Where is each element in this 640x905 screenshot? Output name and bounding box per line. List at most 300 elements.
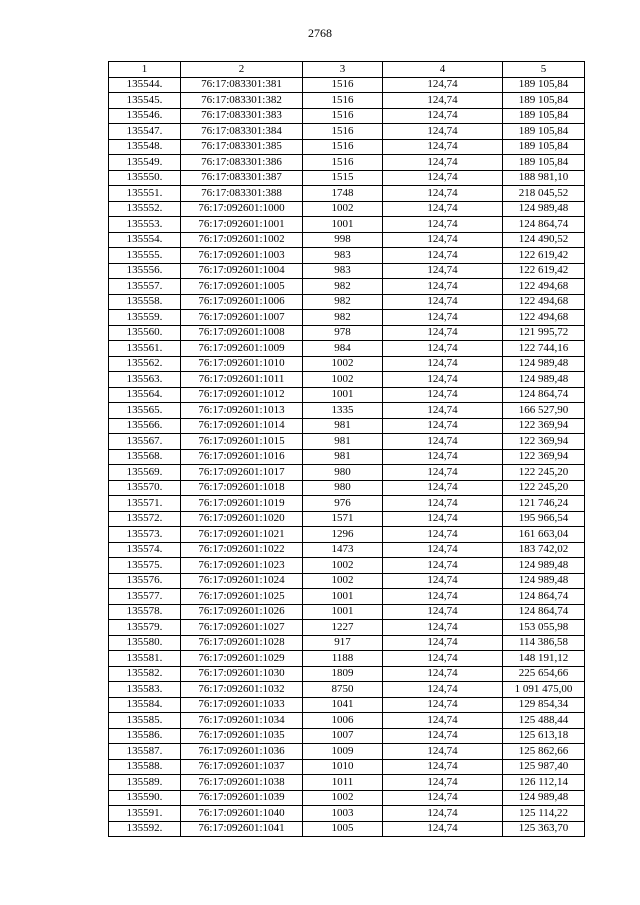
rate-cell: 124,74 (383, 682, 503, 698)
cadastral-number-cell: 76:17:092601:1021 (181, 527, 303, 543)
table-row (109, 496, 585, 512)
rate-cell: 124,74 (383, 248, 503, 264)
value-cell: 125 363,70 (503, 821, 585, 837)
value-cell: 122 369,94 (503, 434, 585, 450)
table-row (109, 217, 585, 233)
rate-cell: 124,74 (383, 651, 503, 667)
area-cell: 980 (303, 465, 383, 481)
area-cell: 981 (303, 449, 383, 465)
area-cell: 982 (303, 310, 383, 326)
area-cell: 1516 (303, 93, 383, 109)
rate-cell: 124,74 (383, 713, 503, 729)
rate-cell: 124,74 (383, 465, 503, 481)
row-number-cell: 135545. (109, 93, 181, 109)
value-cell: 125 114,22 (503, 806, 585, 822)
value-cell: 125 987,40 (503, 759, 585, 775)
value-cell: 166 527,90 (503, 403, 585, 419)
area-cell: 982 (303, 279, 383, 295)
value-cell: 1 091 475,00 (503, 682, 585, 698)
rate-cell: 124,74 (383, 744, 503, 760)
value-cell: 114 386,58 (503, 635, 585, 651)
cadastral-number-cell: 76:17:092601:1030 (181, 666, 303, 682)
row-number-cell: 135562. (109, 356, 181, 372)
row-number-cell: 135556. (109, 263, 181, 279)
table-row (109, 325, 585, 341)
row-number-cell: 135573. (109, 527, 181, 543)
rate-cell: 124,74 (383, 635, 503, 651)
cadastral-number-cell: 76:17:083301:386 (181, 155, 303, 171)
cadastral-number-cell: 76:17:092601:1011 (181, 372, 303, 388)
cadastral-number-cell: 76:17:092601:1002 (181, 232, 303, 248)
cadastral-number-cell: 76:17:092601:1000 (181, 201, 303, 217)
value-cell: 122 245,20 (503, 465, 585, 481)
table-row (109, 527, 585, 543)
table-row (109, 294, 585, 310)
value-cell: 125 613,18 (503, 728, 585, 744)
area-cell: 1003 (303, 806, 383, 822)
area-cell: 1516 (303, 124, 383, 140)
cadastral-number-cell: 76:17:092601:1024 (181, 573, 303, 589)
rate-cell: 124,74 (383, 759, 503, 775)
value-cell: 189 105,84 (503, 124, 585, 140)
rate-cell: 124,74 (383, 589, 503, 605)
header-row (109, 62, 585, 78)
area-cell: 1002 (303, 356, 383, 372)
table-row (109, 263, 585, 279)
rate-cell: 124,74 (383, 170, 503, 186)
area-cell: 8750 (303, 682, 383, 698)
row-number-cell: 135559. (109, 310, 181, 326)
area-cell: 998 (303, 232, 383, 248)
area-cell: 983 (303, 248, 383, 264)
table-header (109, 62, 585, 78)
value-cell: 122 494,68 (503, 279, 585, 295)
area-cell: 1001 (303, 387, 383, 403)
rate-cell: 124,74 (383, 527, 503, 543)
table-row (109, 93, 585, 109)
area-cell: 1011 (303, 775, 383, 791)
rate-cell: 124,74 (383, 496, 503, 512)
row-number-cell: 135552. (109, 201, 181, 217)
cadastral-number-cell: 76:17:083301:387 (181, 170, 303, 186)
table-row (109, 728, 585, 744)
area-cell: 1188 (303, 651, 383, 667)
area-cell: 984 (303, 341, 383, 357)
area-cell: 1809 (303, 666, 383, 682)
rate-cell: 124,74 (383, 372, 503, 388)
rate-cell: 124,74 (383, 294, 503, 310)
row-number-cell: 135551. (109, 186, 181, 202)
table-row (109, 651, 585, 667)
row-number-cell: 135555. (109, 248, 181, 264)
table-row (109, 558, 585, 574)
table-row (109, 682, 585, 698)
rate-cell: 124,74 (383, 139, 503, 155)
table-row (109, 387, 585, 403)
rate-cell: 124,74 (383, 155, 503, 171)
area-cell: 976 (303, 496, 383, 512)
cadastral-number-cell: 76:17:092601:1010 (181, 356, 303, 372)
rate-cell: 124,74 (383, 806, 503, 822)
row-number-cell: 135546. (109, 108, 181, 124)
cadastral-number-cell: 76:17:092601:1037 (181, 759, 303, 775)
rate-cell: 124,74 (383, 511, 503, 527)
area-cell: 981 (303, 418, 383, 434)
value-cell: 189 105,84 (503, 139, 585, 155)
row-number-cell: 135572. (109, 511, 181, 527)
rate-cell: 124,74 (383, 201, 503, 217)
rate-cell: 124,74 (383, 387, 503, 403)
value-cell: 125 488,44 (503, 713, 585, 729)
row-number-cell: 135580. (109, 635, 181, 651)
cadastral-number-cell: 76:17:083301:383 (181, 108, 303, 124)
table-row (109, 790, 585, 806)
row-number-cell: 135568. (109, 449, 181, 465)
area-cell: 1002 (303, 372, 383, 388)
rate-cell: 124,74 (383, 279, 503, 295)
rate-cell: 124,74 (383, 325, 503, 341)
area-cell: 1002 (303, 558, 383, 574)
table-row (109, 155, 585, 171)
table-row (109, 418, 585, 434)
cadastral-number-cell: 76:17:092601:1019 (181, 496, 303, 512)
row-number-cell: 135554. (109, 232, 181, 248)
row-number-cell: 135563. (109, 372, 181, 388)
data-table (108, 61, 585, 837)
row-number-cell: 135557. (109, 279, 181, 295)
cadastral-number-cell: 76:17:092601:1006 (181, 294, 303, 310)
rate-cell: 124,74 (383, 93, 503, 109)
row-number-cell: 135589. (109, 775, 181, 791)
table-row (109, 372, 585, 388)
area-cell: 1335 (303, 403, 383, 419)
table-row (109, 604, 585, 620)
cadastral-number-cell: 76:17:092601:1026 (181, 604, 303, 620)
cadastral-number-cell: 76:17:092601:1022 (181, 542, 303, 558)
rate-cell: 124,74 (383, 449, 503, 465)
row-number-cell: 135567. (109, 434, 181, 450)
row-number-cell: 135571. (109, 496, 181, 512)
area-cell: 983 (303, 263, 383, 279)
cadastral-number-cell: 76:17:083301:385 (181, 139, 303, 155)
area-cell: 1002 (303, 790, 383, 806)
area-cell: 1515 (303, 170, 383, 186)
table-row (109, 449, 585, 465)
row-number-cell: 135582. (109, 666, 181, 682)
cadastral-number-cell: 76:17:092601:1041 (181, 821, 303, 837)
cadastral-number-cell: 76:17:092601:1020 (181, 511, 303, 527)
row-number-cell: 135581. (109, 651, 181, 667)
value-cell: 124 989,48 (503, 790, 585, 806)
rate-cell: 124,74 (383, 775, 503, 791)
area-cell: 1748 (303, 186, 383, 202)
table-body (109, 77, 585, 837)
row-number-cell: 135583. (109, 682, 181, 698)
rate-cell: 124,74 (383, 666, 503, 682)
row-number-cell: 135564. (109, 387, 181, 403)
row-number-cell: 135591. (109, 806, 181, 822)
value-cell: 189 105,84 (503, 108, 585, 124)
area-cell: 1473 (303, 542, 383, 558)
cadastral-number-cell: 76:17:092601:1032 (181, 682, 303, 698)
value-cell: 121 995,72 (503, 325, 585, 341)
area-cell: 1002 (303, 201, 383, 217)
table-row (109, 201, 585, 217)
row-number-cell: 135577. (109, 589, 181, 605)
row-number-cell: 135578. (109, 604, 181, 620)
area-cell: 1516 (303, 139, 383, 155)
table-row (109, 821, 585, 837)
cadastral-number-cell: 76:17:092601:1029 (181, 651, 303, 667)
row-number-cell: 135565. (109, 403, 181, 419)
area-cell: 978 (303, 325, 383, 341)
row-number-cell: 135585. (109, 713, 181, 729)
area-cell: 1571 (303, 511, 383, 527)
cadastral-number-cell: 76:17:092601:1040 (181, 806, 303, 822)
table-row (109, 744, 585, 760)
row-number-cell: 135588. (109, 759, 181, 775)
rate-cell: 124,74 (383, 108, 503, 124)
table-row (109, 77, 585, 93)
row-number-cell: 135548. (109, 139, 181, 155)
cadastral-number-cell: 76:17:092601:1034 (181, 713, 303, 729)
cadastral-number-cell: 76:17:092601:1012 (181, 387, 303, 403)
row-number-cell: 135575. (109, 558, 181, 574)
table-row (109, 310, 585, 326)
value-cell: 161 663,04 (503, 527, 585, 543)
cadastral-number-cell: 76:17:092601:1003 (181, 248, 303, 264)
cadastral-number-cell: 76:17:092601:1025 (181, 589, 303, 605)
value-cell: 129 854,34 (503, 697, 585, 713)
value-cell: 122 619,42 (503, 248, 585, 264)
cadastral-number-cell: 76:17:092601:1017 (181, 465, 303, 481)
rate-cell: 124,74 (383, 186, 503, 202)
row-number-cell: 135569. (109, 465, 181, 481)
row-number-cell: 135547. (109, 124, 181, 140)
value-cell: 183 742,02 (503, 542, 585, 558)
rate-cell: 124,74 (383, 558, 503, 574)
value-cell: 225 654,66 (503, 666, 585, 682)
rate-cell: 124,74 (383, 697, 503, 713)
cadastral-number-cell: 76:17:092601:1014 (181, 418, 303, 434)
rate-cell: 124,74 (383, 341, 503, 357)
value-cell: 122 245,20 (503, 480, 585, 496)
value-cell: 125 862,66 (503, 744, 585, 760)
value-cell: 124 864,74 (503, 217, 585, 233)
cadastral-number-cell: 76:17:092601:1013 (181, 403, 303, 419)
cadastral-number-cell: 76:17:092601:1005 (181, 279, 303, 295)
rate-cell: 124,74 (383, 77, 503, 93)
table-row (109, 620, 585, 636)
area-cell: 1005 (303, 821, 383, 837)
value-cell: 122 369,94 (503, 449, 585, 465)
rate-cell: 124,74 (383, 790, 503, 806)
value-cell: 189 105,84 (503, 77, 585, 93)
value-cell: 124 864,74 (503, 387, 585, 403)
table-row (109, 666, 585, 682)
page-number: 2768 (308, 26, 332, 40)
row-number-cell: 135550. (109, 170, 181, 186)
value-cell: 121 746,24 (503, 496, 585, 512)
area-cell: 1001 (303, 589, 383, 605)
table-row (109, 480, 585, 496)
table-row (109, 248, 585, 264)
value-cell: 148 191,12 (503, 651, 585, 667)
column-header-3: 3 (303, 62, 383, 78)
table-row (109, 108, 585, 124)
column-header-2: 2 (181, 62, 303, 78)
table-row (109, 635, 585, 651)
table-row (109, 465, 585, 481)
value-cell: 188 981,10 (503, 170, 585, 186)
value-cell: 124 989,48 (503, 573, 585, 589)
area-cell: 1010 (303, 759, 383, 775)
area-cell: 917 (303, 635, 383, 651)
value-cell: 122 369,94 (503, 418, 585, 434)
column-header-4: 4 (383, 62, 503, 78)
value-cell: 124 989,48 (503, 356, 585, 372)
area-cell: 1516 (303, 108, 383, 124)
rate-cell: 124,74 (383, 310, 503, 326)
rate-cell: 124,74 (383, 604, 503, 620)
rate-cell: 124,74 (383, 232, 503, 248)
column-header-1: 1 (109, 62, 181, 78)
value-cell: 189 105,84 (503, 93, 585, 109)
table-row (109, 542, 585, 558)
value-cell: 124 864,74 (503, 604, 585, 620)
row-number-cell: 135560. (109, 325, 181, 341)
rate-cell: 124,74 (383, 480, 503, 496)
cadastral-number-cell: 76:17:092601:1004 (181, 263, 303, 279)
table-row (109, 356, 585, 372)
value-cell: 122 619,42 (503, 263, 585, 279)
cadastral-number-cell: 76:17:092601:1028 (181, 635, 303, 651)
value-cell: 122 494,68 (503, 310, 585, 326)
rate-cell: 124,74 (383, 542, 503, 558)
rate-cell: 124,74 (383, 434, 503, 450)
cadastral-number-cell: 76:17:092601:1018 (181, 480, 303, 496)
area-cell: 1002 (303, 573, 383, 589)
area-cell: 1006 (303, 713, 383, 729)
table-row (109, 186, 585, 202)
row-number-cell: 135570. (109, 480, 181, 496)
table-row (109, 511, 585, 527)
area-cell: 1009 (303, 744, 383, 760)
cadastral-number-cell: 76:17:092601:1016 (181, 449, 303, 465)
rate-cell: 124,74 (383, 356, 503, 372)
row-number-cell: 135590. (109, 790, 181, 806)
table-row (109, 170, 585, 186)
row-number-cell: 135553. (109, 217, 181, 233)
rate-cell: 124,74 (383, 620, 503, 636)
cadastral-number-cell: 76:17:092601:1036 (181, 744, 303, 760)
cadastral-number-cell: 76:17:092601:1035 (181, 728, 303, 744)
value-cell: 124 490,52 (503, 232, 585, 248)
cadastral-number-cell: 76:17:083301:382 (181, 93, 303, 109)
rate-cell: 124,74 (383, 403, 503, 419)
cadastral-number-cell: 76:17:092601:1033 (181, 697, 303, 713)
row-number-cell: 135587. (109, 744, 181, 760)
rate-cell: 124,74 (383, 821, 503, 837)
area-cell: 1007 (303, 728, 383, 744)
row-number-cell: 135584. (109, 697, 181, 713)
area-cell: 981 (303, 434, 383, 450)
cadastral-number-cell: 76:17:092601:1039 (181, 790, 303, 806)
row-number-cell: 135544. (109, 77, 181, 93)
value-cell: 124 989,48 (503, 558, 585, 574)
column-header-5: 5 (503, 62, 585, 78)
rate-cell: 124,74 (383, 573, 503, 589)
table-row (109, 759, 585, 775)
rate-cell: 124,74 (383, 418, 503, 434)
row-number-cell: 135566. (109, 418, 181, 434)
value-cell: 122 744,16 (503, 341, 585, 357)
row-number-cell: 135579. (109, 620, 181, 636)
value-cell: 153 055,98 (503, 620, 585, 636)
cadastral-number-cell: 76:17:083301:381 (181, 77, 303, 93)
table-row (109, 434, 585, 450)
value-cell: 126 112,14 (503, 775, 585, 791)
table-row (109, 697, 585, 713)
value-cell: 189 105,84 (503, 155, 585, 171)
table-row (109, 139, 585, 155)
cadastral-number-cell: 76:17:092601:1015 (181, 434, 303, 450)
value-cell: 195 966,54 (503, 511, 585, 527)
table-row (109, 279, 585, 295)
area-cell: 982 (303, 294, 383, 310)
area-cell: 1227 (303, 620, 383, 636)
table-row (109, 124, 585, 140)
row-number-cell: 135549. (109, 155, 181, 171)
table-row (109, 713, 585, 729)
row-number-cell: 135561. (109, 341, 181, 357)
row-number-cell: 135576. (109, 573, 181, 589)
rate-cell: 124,74 (383, 263, 503, 279)
area-cell: 980 (303, 480, 383, 496)
value-cell: 122 494,68 (503, 294, 585, 310)
cadastral-number-cell: 76:17:092601:1009 (181, 341, 303, 357)
cadastral-number-cell: 76:17:083301:384 (181, 124, 303, 140)
area-cell: 1516 (303, 77, 383, 93)
rate-cell: 124,74 (383, 217, 503, 233)
area-cell: 1516 (303, 155, 383, 171)
cadastral-number-cell: 76:17:092601:1023 (181, 558, 303, 574)
cadastral-number-cell: 76:17:092601:1008 (181, 325, 303, 341)
table-row (109, 232, 585, 248)
value-cell: 124 864,74 (503, 589, 585, 605)
cadastral-number-cell: 76:17:092601:1001 (181, 217, 303, 233)
cadastral-number-cell: 76:17:092601:1038 (181, 775, 303, 791)
table-row (109, 806, 585, 822)
value-cell: 124 989,48 (503, 201, 585, 217)
row-number-cell: 135592. (109, 821, 181, 837)
value-cell: 124 989,48 (503, 372, 585, 388)
table-row (109, 341, 585, 357)
value-cell: 218 045,52 (503, 186, 585, 202)
cadastral-number-cell: 76:17:083301:388 (181, 186, 303, 202)
cadastral-number-cell: 76:17:092601:1007 (181, 310, 303, 326)
table-row (109, 775, 585, 791)
row-number-cell: 135586. (109, 728, 181, 744)
cadastral-number-cell: 76:17:092601:1027 (181, 620, 303, 636)
table-row (109, 589, 585, 605)
table-row (109, 403, 585, 419)
table-row (109, 573, 585, 589)
row-number-cell: 135558. (109, 294, 181, 310)
rate-cell: 124,74 (383, 124, 503, 140)
area-cell: 1296 (303, 527, 383, 543)
area-cell: 1001 (303, 604, 383, 620)
